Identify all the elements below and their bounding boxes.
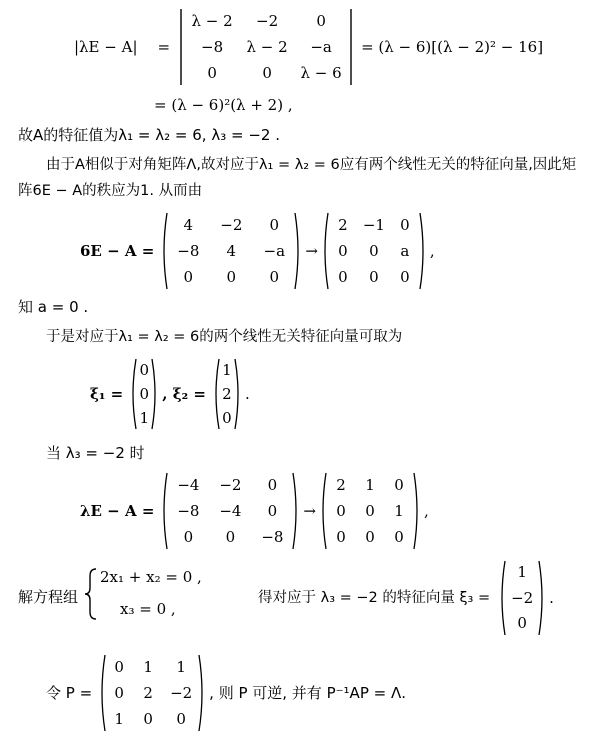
matrix-cell: 0 xyxy=(222,408,232,427)
matrix-cell: 0 xyxy=(338,267,348,286)
system-eq1: 2x₁ + x₂ = 0 , xyxy=(100,568,202,586)
matrix-cell: 0 xyxy=(183,527,194,546)
paren-right xyxy=(294,212,302,290)
system-middle: 得对应于 λ₃ = −2 的特征向量 ξ₃ = xyxy=(258,589,491,606)
matrix-cell: 0 xyxy=(267,475,278,494)
det-equals: = xyxy=(157,37,171,56)
paren-left xyxy=(129,358,137,430)
matrix-cell: 1 xyxy=(139,408,150,427)
paren-left xyxy=(319,472,327,550)
matrix-cell: 0 xyxy=(114,683,124,702)
matrix-cell: 4 xyxy=(226,241,237,260)
matrix-cell: 0 xyxy=(267,501,278,520)
matrix-cell: 0 xyxy=(338,241,348,260)
paren-right xyxy=(538,560,546,636)
matrix-cell: 0 xyxy=(336,501,346,520)
matrix-cell: λ − 2 xyxy=(246,37,288,56)
m6-tail: , xyxy=(429,241,435,260)
mL-tail: , xyxy=(423,501,429,520)
det-matrix-grid xyxy=(184,8,348,86)
m6-right-grid xyxy=(329,212,419,290)
matrix-cell: −a xyxy=(263,241,286,260)
xi-vectors xyxy=(90,358,250,430)
P-matrix xyxy=(98,654,206,732)
matrix-cell: 0 xyxy=(262,63,272,82)
matrix-cell: −2 xyxy=(511,588,534,607)
matrix-cell: 0 xyxy=(365,527,375,546)
matrix-cell: 0 xyxy=(143,709,153,728)
system-eq2: x₃ = 0 , xyxy=(120,600,176,618)
final-prefix: 令 P = xyxy=(46,683,93,702)
matrix-cell: 0 xyxy=(400,215,410,234)
matrix-cell: 0 xyxy=(114,657,124,676)
paren-left xyxy=(498,560,506,636)
matrix-cell: 1 xyxy=(365,475,375,494)
matrix-cell: 0 xyxy=(226,267,237,286)
m6-arrow: → xyxy=(305,241,318,260)
matrix-cell: 2 xyxy=(336,475,346,494)
system-end: . xyxy=(549,588,554,607)
matrix-cell: 0 xyxy=(269,267,280,286)
det-line2: = (λ − 6)²(λ + 2) , xyxy=(154,96,293,114)
paren-right xyxy=(413,472,421,550)
matrix-cell: −8 xyxy=(261,527,284,546)
paren-left xyxy=(321,212,329,290)
system-prefix: 解方程组 xyxy=(18,588,79,606)
xi1-label: ξ₁ = xyxy=(90,384,124,403)
matrix-cell: 0 xyxy=(225,527,236,546)
paragraph-line-3: 于是对应于λ₁ = λ₂ = 6的两个线性无关特征向量可取为 xyxy=(46,329,403,345)
paren-left xyxy=(160,212,168,290)
paragraph-line-2: 阵6E − A的秩应为1. 从而由 xyxy=(18,183,203,199)
paren-right xyxy=(419,212,427,290)
matrix-cell: 0 xyxy=(316,11,326,30)
matrix-cell: 4 xyxy=(183,215,194,234)
matrix-cell: 0 xyxy=(394,475,404,494)
determinant-equation xyxy=(74,8,543,86)
mL-right-grid xyxy=(327,472,413,550)
matrix-cell: 0 xyxy=(400,267,410,286)
det-right-bar xyxy=(348,8,354,86)
eigenvalue-line: 故A的特征值为λ₁ = λ₂ = 6, λ₃ = −2 . xyxy=(18,126,280,144)
matrix-cell: −1 xyxy=(362,215,385,234)
m6-left-matrix xyxy=(160,212,302,290)
xi2-label: , ξ₂ = xyxy=(162,384,206,403)
matrix-cell: 0 xyxy=(517,614,527,632)
matrix-cell: 1 xyxy=(114,709,124,728)
det-matrix xyxy=(178,8,354,86)
det-lhs: |λE − A| xyxy=(74,37,138,56)
matrix-cell: 1 xyxy=(143,657,153,676)
xi2-grid xyxy=(220,358,234,430)
zhi-a-line: 知 a = 0 . xyxy=(18,298,89,316)
matrix-cell: 2 xyxy=(143,683,153,702)
matrix-cell: −2 xyxy=(170,683,193,702)
matrix-cell: −2 xyxy=(219,475,242,494)
m6-left-grid xyxy=(168,212,294,290)
det-rhs: = (λ − 6)[(λ − 2)² − 16] xyxy=(361,37,544,56)
matrix-cell: −a xyxy=(310,37,332,56)
matrix-cell: −2 xyxy=(220,215,243,234)
matrix-cell: 1 xyxy=(176,657,186,676)
mL-arrow: → xyxy=(303,501,316,520)
matrix-cell: λ − 2 xyxy=(191,11,233,30)
when-lambda3-line: 当 λ₃ = −2 时 xyxy=(46,444,145,462)
xi-end: . xyxy=(244,384,250,403)
matrix-cell: −4 xyxy=(219,501,242,520)
paren-left xyxy=(160,472,168,550)
mL-left-matrix xyxy=(160,472,300,550)
xi1-grid xyxy=(137,358,151,430)
matrix-cell: 0 xyxy=(369,267,379,286)
matrix-cell: −8 xyxy=(177,241,200,260)
matrix-cell: 0 xyxy=(207,63,217,82)
xi3-grid xyxy=(506,560,538,636)
matrix-cell: −2 xyxy=(256,11,279,30)
matrix-cell: −8 xyxy=(201,37,224,56)
m6-lhs: 6E − A = xyxy=(80,241,155,260)
final-P-equation xyxy=(46,654,406,732)
final-suffix: , 则 P 可逆, 并有 P⁻¹AP = Λ. xyxy=(209,683,406,702)
paren-left xyxy=(98,654,106,732)
matrix-lambdaE-equation xyxy=(80,472,429,550)
paragraph-line-1: 由于A相似于对角矩阵Λ,故对应于λ₁ = λ₂ = 6应有两个线性无关的特征向量,因此矩 xyxy=(46,157,577,173)
mL-right-matrix xyxy=(319,472,421,550)
matrix-cell: 0 xyxy=(394,527,404,546)
mL-lhs: λE − A = xyxy=(80,501,155,520)
matrix-cell: 0 xyxy=(269,215,280,234)
matrix-cell: 0 xyxy=(176,709,186,728)
matrix-cell: 0 xyxy=(336,527,346,546)
matrix-cell: −4 xyxy=(177,475,200,494)
xi1-vector xyxy=(129,358,159,430)
paren-left xyxy=(212,358,220,430)
matrix-cell: λ − 6 xyxy=(300,63,342,82)
matrix-cell: 0 xyxy=(139,360,150,379)
matrix-cell: 0 xyxy=(365,501,375,520)
matrix-cell: 1 xyxy=(394,501,404,520)
paren-right xyxy=(234,358,242,430)
matrix-cell: −8 xyxy=(177,501,200,520)
xi3-equation xyxy=(258,560,554,636)
matrix-6E-equation xyxy=(80,212,435,290)
xi2-vector xyxy=(212,358,242,430)
system-brace xyxy=(84,568,98,620)
P-grid xyxy=(106,654,198,732)
xi3-vector xyxy=(498,560,546,636)
m6-right-matrix xyxy=(321,212,427,290)
matrix-cell: 2 xyxy=(338,215,348,234)
matrix-cell: 0 xyxy=(139,384,150,403)
paren-right xyxy=(151,358,159,430)
matrix-cell: 1 xyxy=(517,563,527,581)
matrix-cell: 0 xyxy=(369,241,379,260)
paren-right xyxy=(292,472,300,550)
matrix-cell: 0 xyxy=(183,267,194,286)
mL-left-grid xyxy=(168,472,292,550)
matrix-cell: 1 xyxy=(222,360,232,379)
matrix-cell: 2 xyxy=(222,384,232,403)
matrix-cell: a xyxy=(400,241,410,260)
paren-right xyxy=(198,654,206,732)
